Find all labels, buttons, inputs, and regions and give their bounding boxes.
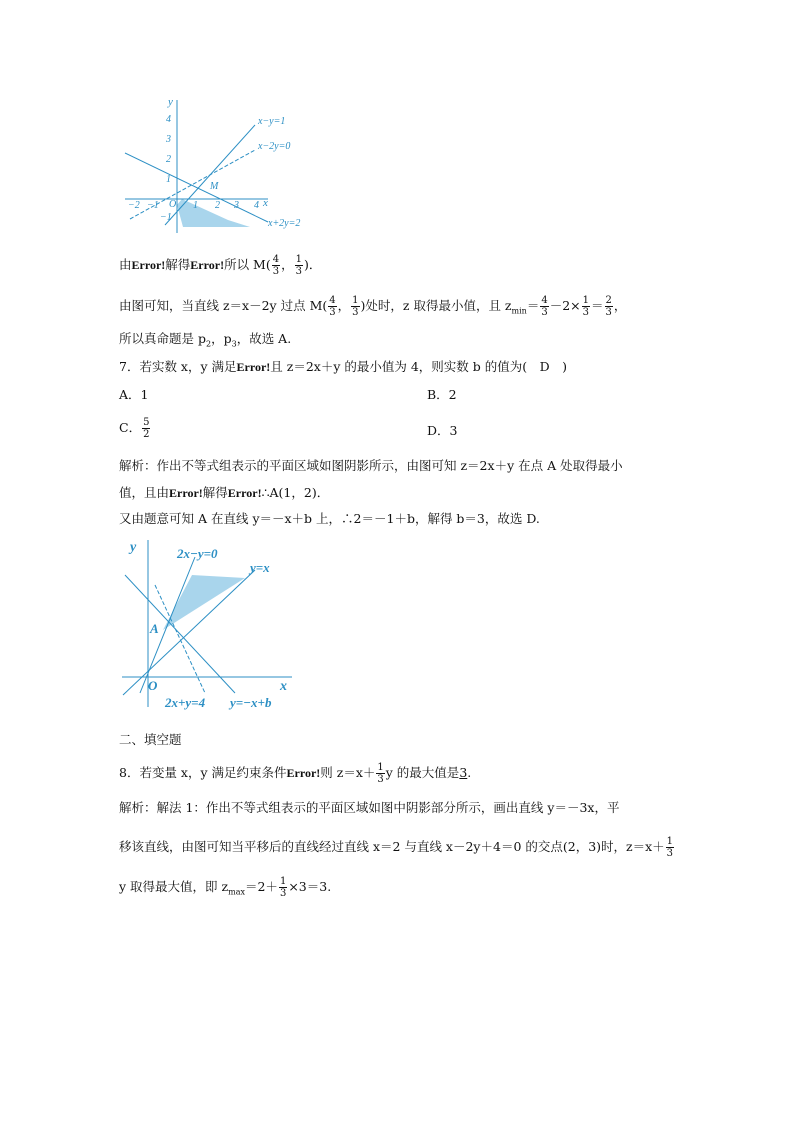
x-tick: 4 [254,200,259,211]
line-label: y=x [250,560,270,575]
point-m-label: M [210,181,219,192]
x-tick: −1 [147,200,159,211]
y-tick: 4 [166,114,171,125]
y-tick: 3 [166,134,171,145]
origin-label: O [169,199,177,210]
line-label: y=−x+b [230,695,272,710]
x-tick: −2 [128,200,140,211]
line-label: x−2y=0 [258,141,291,152]
option-d: D．3 [427,423,458,438]
feasible-region-graph-2 [120,535,300,715]
paragraph-1: 由Error!解得Error!所以 M( $\frac{4}{3}$ ， $\frac{1}{3}$ )． [119,254,322,277]
line-label: x+2y=2 [268,218,301,229]
x-tick: 3 [234,200,239,211]
paragraph-2: 由图可知，当直线 z＝x－2y 过点 M( $\frac{4}{3}$ ， $\frac{1}{3}$ )处时，z 取得最小值，且 $z_{min}=$ $\frac{4}{3}$ －2× $\frac{1}{3}$ ＝ $\frac{2}{3}$ ， [119,295,627,318]
question-7: 7．若实数 x，y 满足Error!且 z＝2x＋y 的最小值为 4，则实数 b 的值为( D ) [119,359,568,374]
line-label: x−y=1 [258,116,286,127]
solution-line-4: 解析：解法 1：作出不等式组表示的平面区域如图中阴影部分所示，画出直线 y＝－3x，平 [119,800,620,815]
paragraph-3: 所以真命题是 $p_2$，$p_3$，故选 A. [119,331,292,349]
y-tick: 1 [166,174,171,185]
origin-label: O [148,678,158,693]
x-axis-label: x [263,197,268,209]
feasible-region-graph-1 [120,95,320,235]
section-heading: 二、填空题 [119,732,182,747]
shaded-region [177,199,250,227]
solution-line-3: 又由题意可知 A 在直线 y＝－x＋b 上，∴2＝－1＋b，解得 b＝3，故选 D. [119,511,540,526]
solution-line-5: 移该直线，由图可知当平移后的直线经过直线 x＝2 与直线 x－2y＋4＝0 的交点(2，3)时，z＝x＋ $\frac{1}{3}$ [119,836,674,859]
shaded-region [163,575,245,630]
point-a-label: A [150,621,159,636]
x-tick: 2 [215,200,220,211]
solution-line-1: 解析：作出不等式组表示的平面区域如图阴影所示，由图可知 z＝2x＋y 在点 A 处取得最小 [119,458,623,473]
y-tick: −1 [160,212,172,223]
line-label: 2x−y=0 [177,546,218,561]
y-axis-label: y [130,540,137,555]
option-c: C． $\frac{5}{2}$ [119,417,150,440]
solution-line-6: y 取得最大值，即 $z_{max}=2+$ $\frac{1}{3}$ ×3＝3. [119,876,332,899]
y-axis-label: y [168,96,173,108]
x-tick: 1 [193,200,198,211]
solution-line-2: 值，且由Error!解得Error!∴A(1，2)． [119,485,330,500]
option-a: A．1 [119,387,149,402]
y-tick: 2 [166,154,171,165]
option-b: B．2 [427,387,457,402]
question-8: 8．若变量 x，y 满足约束条件Error!则 z＝x＋ $\frac{1}{3}$ y 的最大值是3. [119,762,472,785]
x-axis-label: x [280,679,287,694]
line-label: 2x+y=4 [165,695,206,710]
